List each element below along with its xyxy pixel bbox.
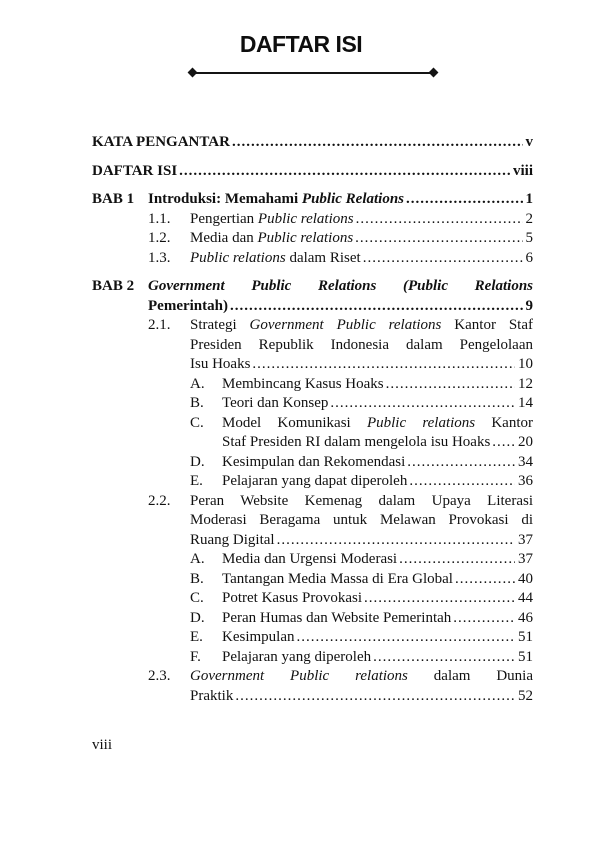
toc-text: Presiden Republik Indonesia dalam Pengelolaan — [190, 336, 533, 353]
toc-entry — [190, 375, 533, 395]
toc-dot-leader — [364, 589, 515, 609]
toc-text: Pelajaran yang diperoleh — [222, 648, 372, 665]
toc-entry-label: 2.2. — [148, 492, 171, 509]
toc-dot-leader — [406, 190, 523, 210]
toc-dot-leader — [386, 375, 515, 395]
toc-entry — [190, 394, 533, 414]
toc-page-number: 10 — [518, 356, 533, 372]
toc-entry-body — [222, 609, 533, 629]
toc-text: Strategi Government Public relations Kantor Staf — [190, 317, 533, 333]
toc-text: Kesimpulan dan Rekomendasi — [222, 453, 406, 470]
toc-entry-label: 1.1. — [148, 210, 171, 227]
toc-line — [222, 433, 533, 453]
toc-entry-body — [92, 162, 533, 182]
toc-entry-label: A. — [190, 551, 205, 567]
toc-dot-leader — [252, 355, 515, 375]
toc-line — [190, 229, 533, 249]
toc-dot-leader — [179, 162, 510, 182]
toc-dot-leader — [409, 472, 515, 492]
toc-dot-leader — [407, 453, 515, 473]
toc-text: Pengertian Public relations — [190, 210, 354, 227]
toc-entry — [190, 570, 533, 590]
toc-page-number: 40 — [518, 570, 533, 587]
toc-text: Kesimpulan — [222, 629, 295, 645]
toc-line — [190, 210, 533, 230]
toc-entry — [148, 667, 533, 706]
toc-entry-label: D. — [190, 453, 205, 470]
toc-text: DAFTAR ISI — [92, 162, 178, 179]
toc-page-number: v — [525, 134, 533, 150]
toc-entry-body — [190, 667, 533, 706]
toc-entry-label: 2.1. — [148, 317, 171, 333]
toc-line — [222, 609, 533, 629]
toc-line — [190, 667, 533, 687]
diamond-icon — [429, 68, 439, 78]
toc-text: Introduksi: Memahami Public Relations — [148, 191, 404, 207]
toc-entry — [190, 609, 533, 629]
toc-line — [92, 133, 533, 153]
toc-entry-body — [222, 648, 533, 668]
toc-entry-label: BAB 1 — [92, 191, 135, 207]
toc-entry — [148, 210, 533, 230]
toc-page-number: 46 — [518, 609, 533, 626]
toc-line — [222, 453, 533, 473]
toc-text: Media dan Urgensi Moderasi — [222, 551, 398, 567]
toc-entry — [92, 277, 533, 316]
toc-entry-body — [222, 472, 533, 492]
toc-entry-body — [190, 249, 533, 269]
footer-page-number: viii — [92, 737, 113, 753]
toc-line — [190, 531, 533, 551]
toc-line — [222, 628, 533, 648]
toc-line — [222, 394, 533, 414]
toc-text: Tantangan Media Massa di Era Global — [222, 570, 453, 587]
toc-dot-leader — [232, 133, 523, 153]
toc-entry — [190, 628, 533, 648]
toc-entry-body — [222, 453, 533, 473]
toc-text: Potret Kasus Provokasi — [222, 590, 362, 606]
toc-dot-leader — [399, 550, 515, 570]
toc-entry-body — [92, 133, 533, 153]
toc-entry-label: A. — [190, 375, 205, 392]
toc-entry-label: 1.3. — [148, 249, 171, 266]
toc-line — [148, 277, 533, 297]
toc-entry-body — [190, 316, 533, 375]
toc-entry-body — [148, 277, 533, 316]
toc-line — [148, 190, 533, 210]
toc-text: Peran Website Kemenag dalam Upaya Literasi — [190, 492, 533, 509]
toc-entry-body — [222, 375, 533, 395]
toc-text: Public relations dalam Riset — [190, 249, 361, 266]
toc-page-number: 20 — [518, 434, 533, 450]
toc-line — [222, 472, 533, 492]
toc-line — [190, 249, 533, 269]
toc-dot-leader — [330, 394, 515, 414]
toc-entry — [148, 316, 533, 375]
toc-entry-label: BAB 2 — [92, 278, 135, 294]
toc-dot-leader — [277, 531, 515, 551]
toc-text: Government Public Relations (Public Relations — [148, 278, 533, 294]
toc-entry-body — [222, 570, 533, 590]
toc-text: Pemerintah) — [148, 297, 228, 314]
toc-page-number: 52 — [518, 687, 533, 704]
toc-text: Model Komunikasi Public relations Kantor — [222, 414, 534, 431]
toc-entry-label: D. — [190, 609, 205, 626]
toc-line — [148, 297, 533, 317]
toc-line — [190, 687, 533, 707]
diamond-icon — [188, 68, 198, 78]
toc-page-number: viii — [512, 162, 533, 179]
toc-entry-label: C. — [190, 414, 204, 431]
title-divider — [12, 69, 602, 76]
toc-page-number: 12 — [518, 375, 533, 392]
toc-line — [222, 570, 533, 590]
toc-page-number: 14 — [518, 395, 533, 411]
toc-dot-leader — [230, 297, 523, 317]
toc-entry-label: F. — [190, 648, 201, 665]
toc-line — [222, 648, 533, 668]
toc-page-number: 6 — [525, 249, 533, 266]
toc-line — [190, 336, 533, 356]
toc-entry — [190, 589, 533, 609]
toc-dot-leader — [297, 628, 516, 648]
toc-page-number: 9 — [525, 297, 533, 314]
toc-dot-leader — [235, 687, 515, 707]
toc-line — [190, 316, 533, 336]
toc-text: Moderasi Beragama untuk Melawan Provokasi di — [190, 512, 533, 528]
toc-dot-leader — [455, 570, 515, 590]
toc-dot-leader — [363, 249, 523, 269]
toc-page-number: 51 — [518, 648, 533, 665]
toc-page-number: 5 — [525, 230, 533, 246]
toc-dot-leader — [373, 648, 515, 668]
toc-page-number: 36 — [518, 473, 533, 489]
toc-entry-label: E. — [190, 629, 203, 645]
toc-entry — [92, 190, 533, 210]
toc-entry-label: B. — [190, 395, 204, 411]
toc-entry-label: E. — [190, 473, 203, 489]
toc-entry — [148, 249, 533, 269]
toc-dot-leader — [453, 609, 515, 629]
toc-entry-label: 2.3. — [148, 668, 171, 684]
toc-entry-body — [222, 414, 533, 453]
page-title: DAFTAR ISI — [239, 31, 363, 57]
toc-entry-body — [222, 394, 533, 414]
toc-entry-body — [190, 229, 533, 249]
toc-text: Media dan Public relations — [190, 230, 354, 246]
toc-entry-label: 1.2. — [148, 230, 171, 246]
toc-line — [190, 511, 533, 531]
toc-entry-body — [222, 628, 533, 648]
toc-text: Government Public relations dalam Dunia — [190, 668, 534, 684]
toc-text: Praktik — [190, 687, 234, 704]
toc-dot-leader — [356, 210, 523, 230]
toc-entry-body — [190, 492, 533, 551]
toc-entry — [190, 550, 533, 570]
toc-entry-label: C. — [190, 590, 204, 606]
toc-entry — [190, 472, 533, 492]
toc-dot-leader — [355, 229, 522, 249]
toc-entry — [190, 648, 533, 668]
toc-text: Staf Presiden RI dalam mengelola isu Hoaks — [222, 434, 491, 450]
toc-page-number: 44 — [518, 590, 533, 606]
toc-entry — [148, 492, 533, 551]
toc-text: Membincang Kasus Hoaks — [222, 375, 384, 392]
toc-text: Peran Humas dan Website Pemerintah — [222, 609, 452, 626]
toc-page-number: 1 — [525, 191, 533, 207]
toc-text: Ruang Digital — [190, 531, 275, 548]
toc-page-number: 2 — [525, 210, 533, 227]
divider-rule — [194, 72, 432, 74]
toc-page-number: 37 — [518, 531, 533, 548]
toc-page-number: 34 — [518, 453, 533, 470]
toc-entry — [92, 133, 533, 153]
toc-line — [222, 589, 533, 609]
toc-entry — [190, 414, 533, 453]
toc-line — [222, 414, 533, 434]
toc-text: KATA PENGANTAR — [92, 134, 230, 150]
toc-entry — [92, 162, 533, 182]
toc-line — [222, 375, 533, 395]
toc-entry-body — [190, 210, 533, 230]
toc-text: Pelajaran yang dapat diperoleh — [222, 473, 408, 489]
toc-dot-leader — [492, 433, 515, 453]
toc-entry-label: B. — [190, 570, 204, 587]
toc-line — [190, 355, 533, 375]
toc-entry-body — [222, 589, 533, 609]
toc-page-number: 37 — [518, 551, 533, 567]
toc-entry — [190, 453, 533, 473]
toc-entry — [148, 229, 533, 249]
toc-entry-body — [148, 190, 533, 210]
toc-text: Isu Hoaks — [190, 356, 251, 372]
toc-text: Teori dan Konsep — [222, 395, 329, 411]
toc-page-number: 51 — [518, 629, 533, 645]
toc-line — [92, 162, 533, 182]
toc-entry-body — [222, 550, 533, 570]
toc-list — [92, 133, 533, 706]
toc-line — [190, 492, 533, 512]
toc-line — [222, 550, 533, 570]
